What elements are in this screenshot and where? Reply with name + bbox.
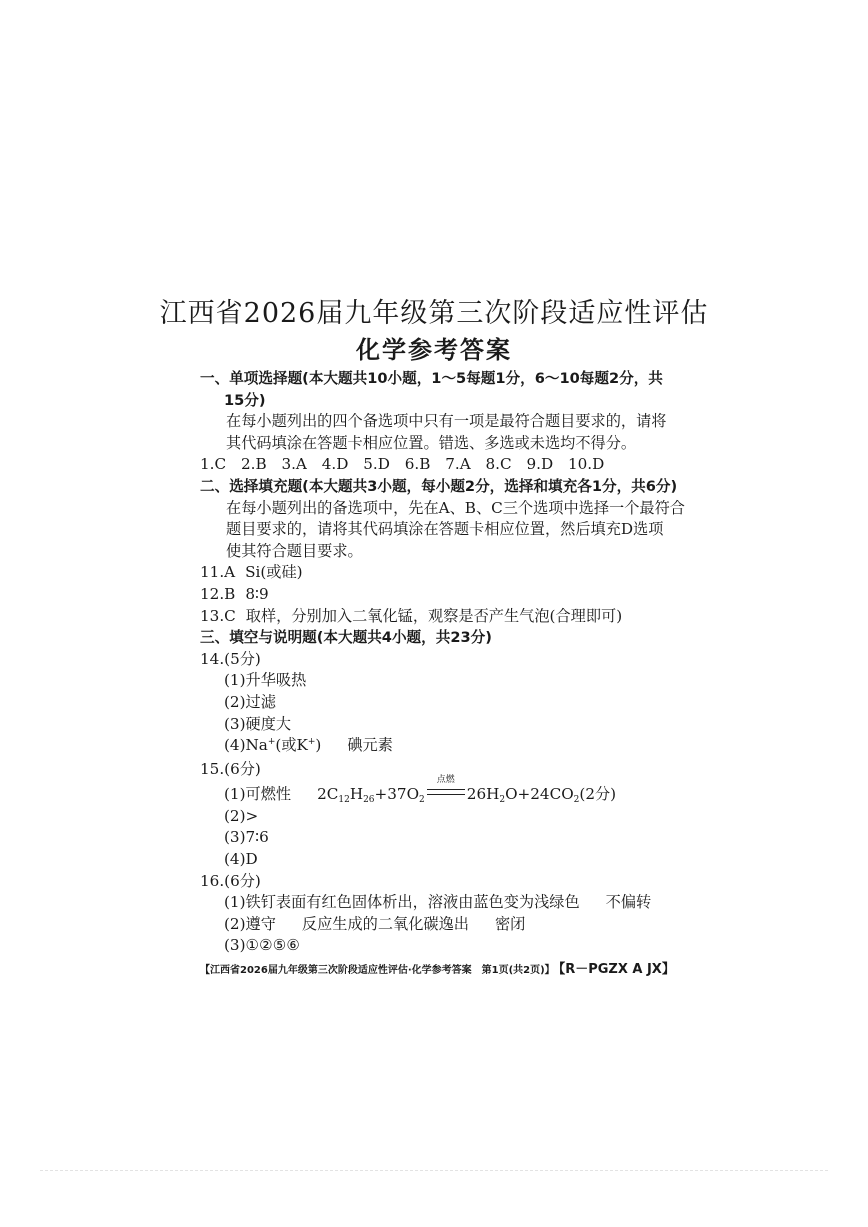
question-15-head: 15.(6分) <box>200 759 261 778</box>
section1-heading-cont: 15分) <box>224 391 266 409</box>
chemical-equation: $2C_{12}H_{26}+37O_2$ 点燃 $26H_2O+24CO_2(2$分) <box>317 775 617 806</box>
question-13-number: 13.C <box>200 606 236 625</box>
question-11-text: Si(或硅) <box>245 563 303 582</box>
question-14-part2: (2)过滤 <box>224 692 276 711</box>
answer-10: 10.D <box>567 455 605 474</box>
answer-7: 7.A <box>445 455 471 474</box>
question-14-part3: (3)硬度大 <box>224 714 292 733</box>
section2-instruction-cont2: 使其符合题目要求。 <box>226 541 363 560</box>
question-15-part4: (4)D <box>224 850 258 869</box>
answer-1: 1.C <box>200 455 227 474</box>
footer-code: 【R－PGZX A JX】 <box>558 962 675 977</box>
question-16-head: 16.(6分) <box>200 871 261 890</box>
section1-heading: 一、单项选择题(本大题共10小题，1～5每题1分，6～10每题2分，共 <box>200 370 663 387</box>
answer-4: 4.D <box>321 455 349 474</box>
question-12-number: 12.B <box>200 584 236 603</box>
answer-5: 5.D <box>363 455 390 474</box>
question-16-part1: (1)铁钉表面有红色固体析出，溶液由蓝色变为浅绿色 不偏转 <box>224 893 652 912</box>
question-12-answer <box>200 584 700 606</box>
question-11-answer <box>200 562 700 584</box>
question-14-part4: (4)Na+(或K+) 碘元素 <box>224 736 393 755</box>
answer-3: 3.A <box>281 455 307 474</box>
question-15-part3: (3)7∶6 <box>224 828 269 847</box>
section3-heading: 三、填空与说明题(本大题共4小题，共23分) <box>200 629 492 647</box>
page-footer <box>200 958 700 977</box>
question-13-text: 取样，分别加入二氧化锰，观察是否产生气泡(合理即可) <box>245 606 623 625</box>
section2-instruction-cont: 题目要求的，请将其代码填涂在答题卡相应位置，然后填充D选项 <box>226 520 664 539</box>
answer-8: 8.C <box>485 455 512 474</box>
section2-instruction: 在每小题列出的备选项中，先在A、B、C三个选项中选择一个最符合 <box>226 498 685 517</box>
page-subtitle: 化学参考答案 <box>356 336 512 364</box>
reaction-condition: 点燃 <box>425 784 467 806</box>
question-11-number: 11.A <box>200 563 236 582</box>
question-16-part3: (3)①②⑤⑥ <box>224 936 300 955</box>
answer-2: 2.B <box>240 455 267 474</box>
page-divider <box>40 1170 828 1171</box>
question-12-text: 8∶9 <box>245 584 269 603</box>
question-14-part1: (1)升华吸热 <box>224 671 307 690</box>
section2-heading: 二、选择填充题(本大题共3小题，每小题2分，选择和填充各1分，共6分) <box>200 477 678 495</box>
question-16-part2: (2)遵守 反应生成的二氧化碳逸出 密闭 <box>224 914 526 933</box>
section1-instruction-cont: 其代码填涂在答题卡相应位置。错选、多选或未选均不得分。 <box>226 433 637 452</box>
question-15-part2: (2)> <box>224 806 259 825</box>
question-15-part1: (1)可燃性 $2C_{12}H_{26}+37O_2$ 点燃 $26H_2O+24CO_2(2$分) <box>224 775 617 806</box>
page-title: 江西省2026届九年级第三次阶段适应性评估 <box>159 298 709 329</box>
answer-9: 9.D <box>526 455 554 474</box>
answer-6: 6.B <box>404 455 431 474</box>
section1-answers <box>200 454 700 476</box>
answer-body <box>200 368 700 957</box>
question-14-head: 14.(5分) <box>200 649 261 668</box>
section1-instruction: 在每小题列出的四个备选项中只有一项是最符合题目要求的，请将 <box>226 412 667 431</box>
question-13-answer <box>200 606 700 628</box>
footer-text: 【江西省2026届九年级第三次阶段适应性评估·化学参考答案 第1页(共2页)】 <box>200 965 555 976</box>
